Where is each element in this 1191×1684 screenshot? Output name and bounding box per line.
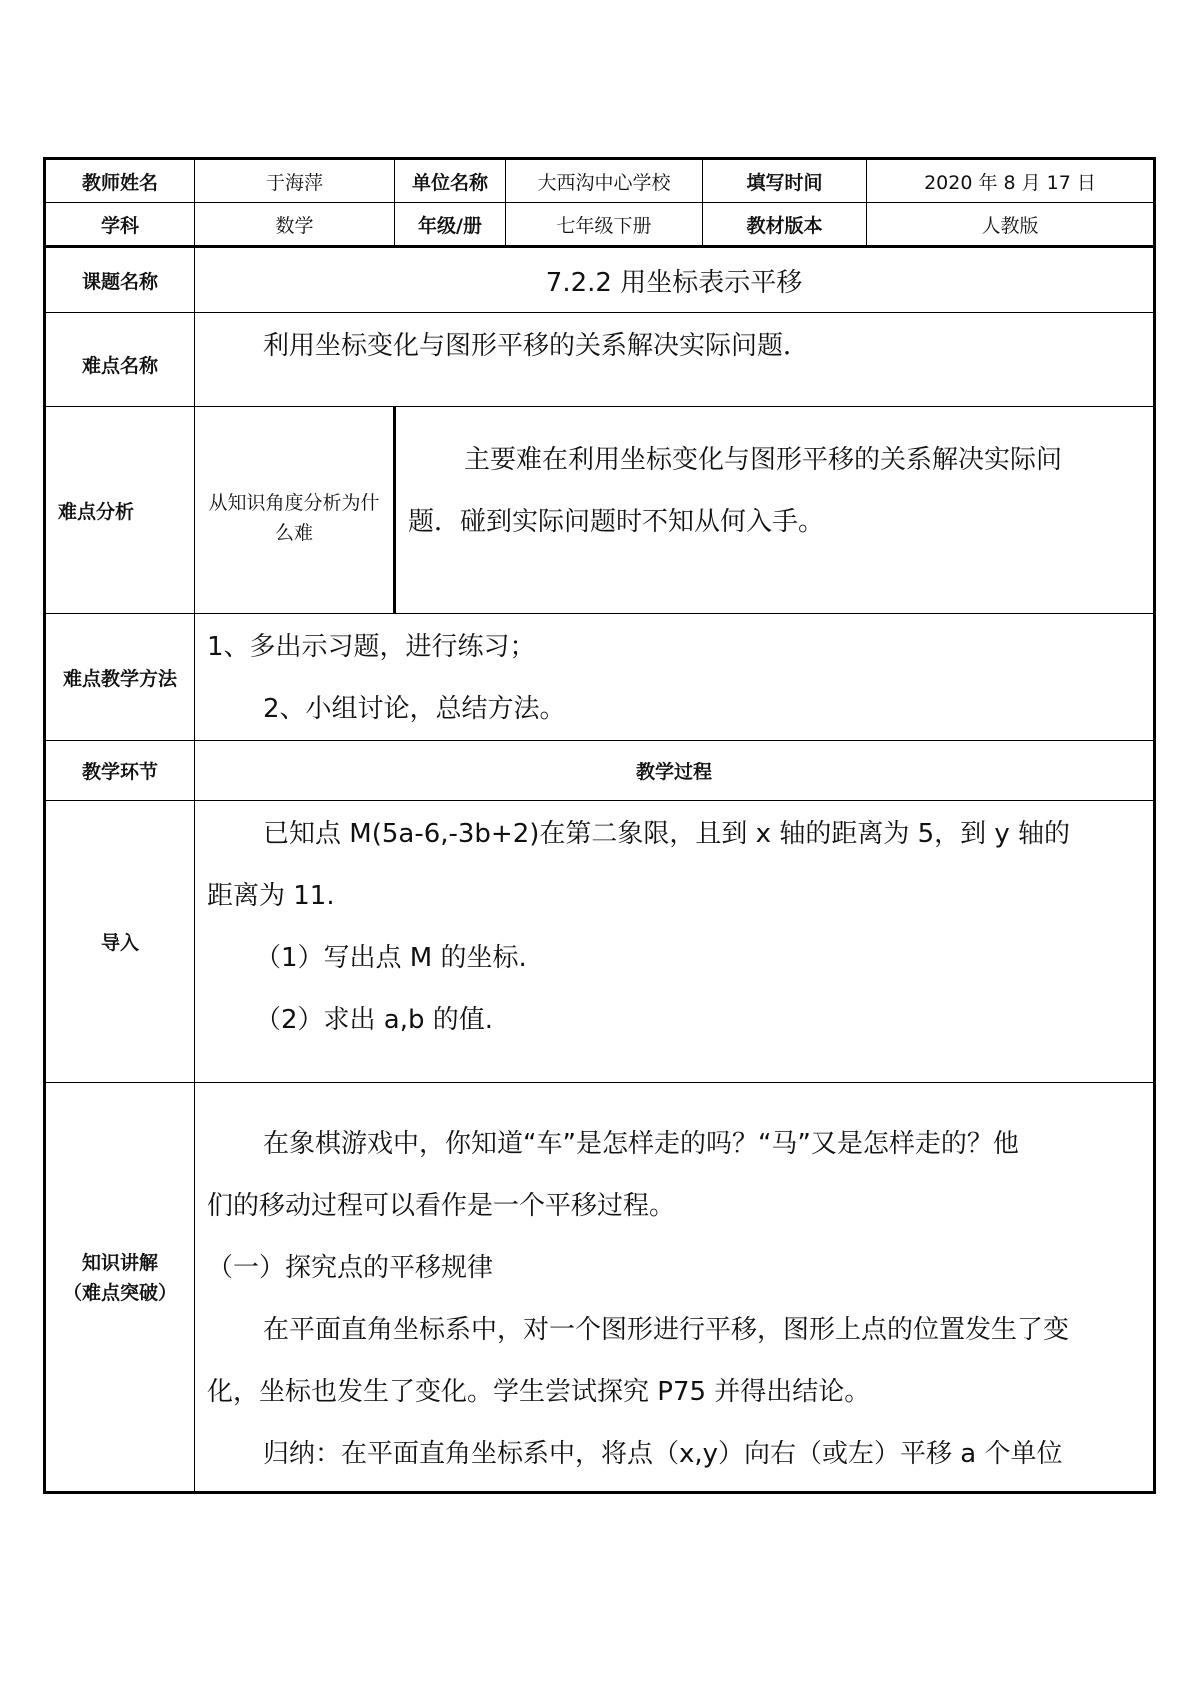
subject-label: 学科 — [45, 203, 195, 247]
method-cell — [195, 614, 1155, 741]
method-line-2: 2、小组讨论，总结方法。 — [263, 694, 566, 724]
difficulty-row — [45, 313, 1155, 407]
knowledge-cell — [195, 1083, 1155, 1493]
knowledge-line-2: 们的移动过程可以看作是一个平移过程。 — [207, 1191, 676, 1221]
intro-cell — [195, 801, 1155, 1083]
knowledge-label-line-1: 知识讲解 — [81, 1252, 158, 1274]
unit-value: 大西沟中心学校 — [506, 159, 703, 203]
date-label: 填写时间 — [703, 159, 867, 203]
subject-value: 数学 — [195, 203, 395, 247]
intro-line-1: 已知点 M(5a-6,-3b+2)在第二象限，且到 x 轴的距离为 5，到 y 轴的 — [263, 819, 1071, 849]
lesson-plan-sheet — [43, 157, 1153, 1494]
topic-label: 课题名称 — [45, 247, 195, 313]
difficulty-text: 利用坐标变化与图形平移的关系解决实际问题． — [263, 331, 810, 361]
grade-value: 七年级下册 — [506, 203, 703, 247]
method-row — [45, 614, 1155, 741]
topic-title: 7.2.2 用坐标表示平移 — [195, 247, 1155, 313]
analysis-row — [45, 407, 1155, 614]
unit-label: 单位名称 — [395, 159, 506, 203]
analysis-cell — [395, 407, 1155, 614]
method-label: 难点教学方法 — [45, 614, 195, 741]
process-label: 教学过程 — [195, 741, 1155, 801]
date-value: 2020 年 8 月 17 日 — [867, 159, 1155, 203]
knowledge-line-1: 在象棋游戏中，你知道“车”是怎样走的吗？“马”又是怎样走的？他 — [263, 1129, 1019, 1159]
knowledge-line-5: 化，坐标也发生了变化。学生尝试探究 P75 并得出结论。 — [207, 1377, 871, 1407]
process-stage-label: 教学环节 — [45, 741, 195, 801]
method-line-1: 1、多出示习题，进行练习； — [207, 632, 536, 662]
intro-line-3: （1）写出点 M 的坐标. — [255, 943, 527, 973]
edition-value: 人教版 — [867, 203, 1155, 247]
knowledge-label — [45, 1083, 195, 1493]
knowledge-line-4: 在平面直角坐标系中，对一个图形进行平移，图形上点的位置发生了变 — [263, 1315, 1070, 1345]
topic-row — [45, 247, 1155, 313]
knowledge-label-line-2: （难点突破） — [62, 1282, 177, 1304]
difficulty-cell — [195, 313, 1155, 407]
knowledge-line-3: （一）探究点的平移规律 — [207, 1253, 494, 1283]
analysis-line-2: 题．碰到实际问题时不知从何入手。 — [408, 507, 825, 537]
teacher-label: 教师姓名 — [45, 159, 195, 203]
edition-label: 教材版本 — [703, 203, 867, 247]
difficulty-label: 难点名称 — [45, 313, 195, 407]
intro-label: 导入 — [45, 801, 195, 1083]
analysis-line-1: 主要难在利用坐标变化与图形平移的关系解决实际问 — [464, 445, 1063, 475]
process-header-row — [45, 741, 1155, 801]
knowledge-row — [45, 1083, 1155, 1493]
analysis-sub-label: 从知识角度分析为什么难 — [195, 407, 395, 614]
lesson-plan-table — [43, 157, 1156, 1494]
intro-row — [45, 801, 1155, 1083]
knowledge-line-6: 归纳：在平面直角坐标系中，将点（x,y）向右（或左）平移 a 个单位 — [263, 1439, 1063, 1469]
teacher-value: 于海萍 — [195, 159, 395, 203]
intro-line-4: （2）求出 a,b 的值. — [255, 1005, 494, 1035]
header-row-1 — [45, 159, 1155, 203]
intro-line-2: 距离为 11. — [207, 881, 335, 911]
header-row-2 — [45, 203, 1155, 247]
analysis-label: 难点分析 — [45, 407, 195, 614]
grade-label: 年级/册 — [395, 203, 506, 247]
